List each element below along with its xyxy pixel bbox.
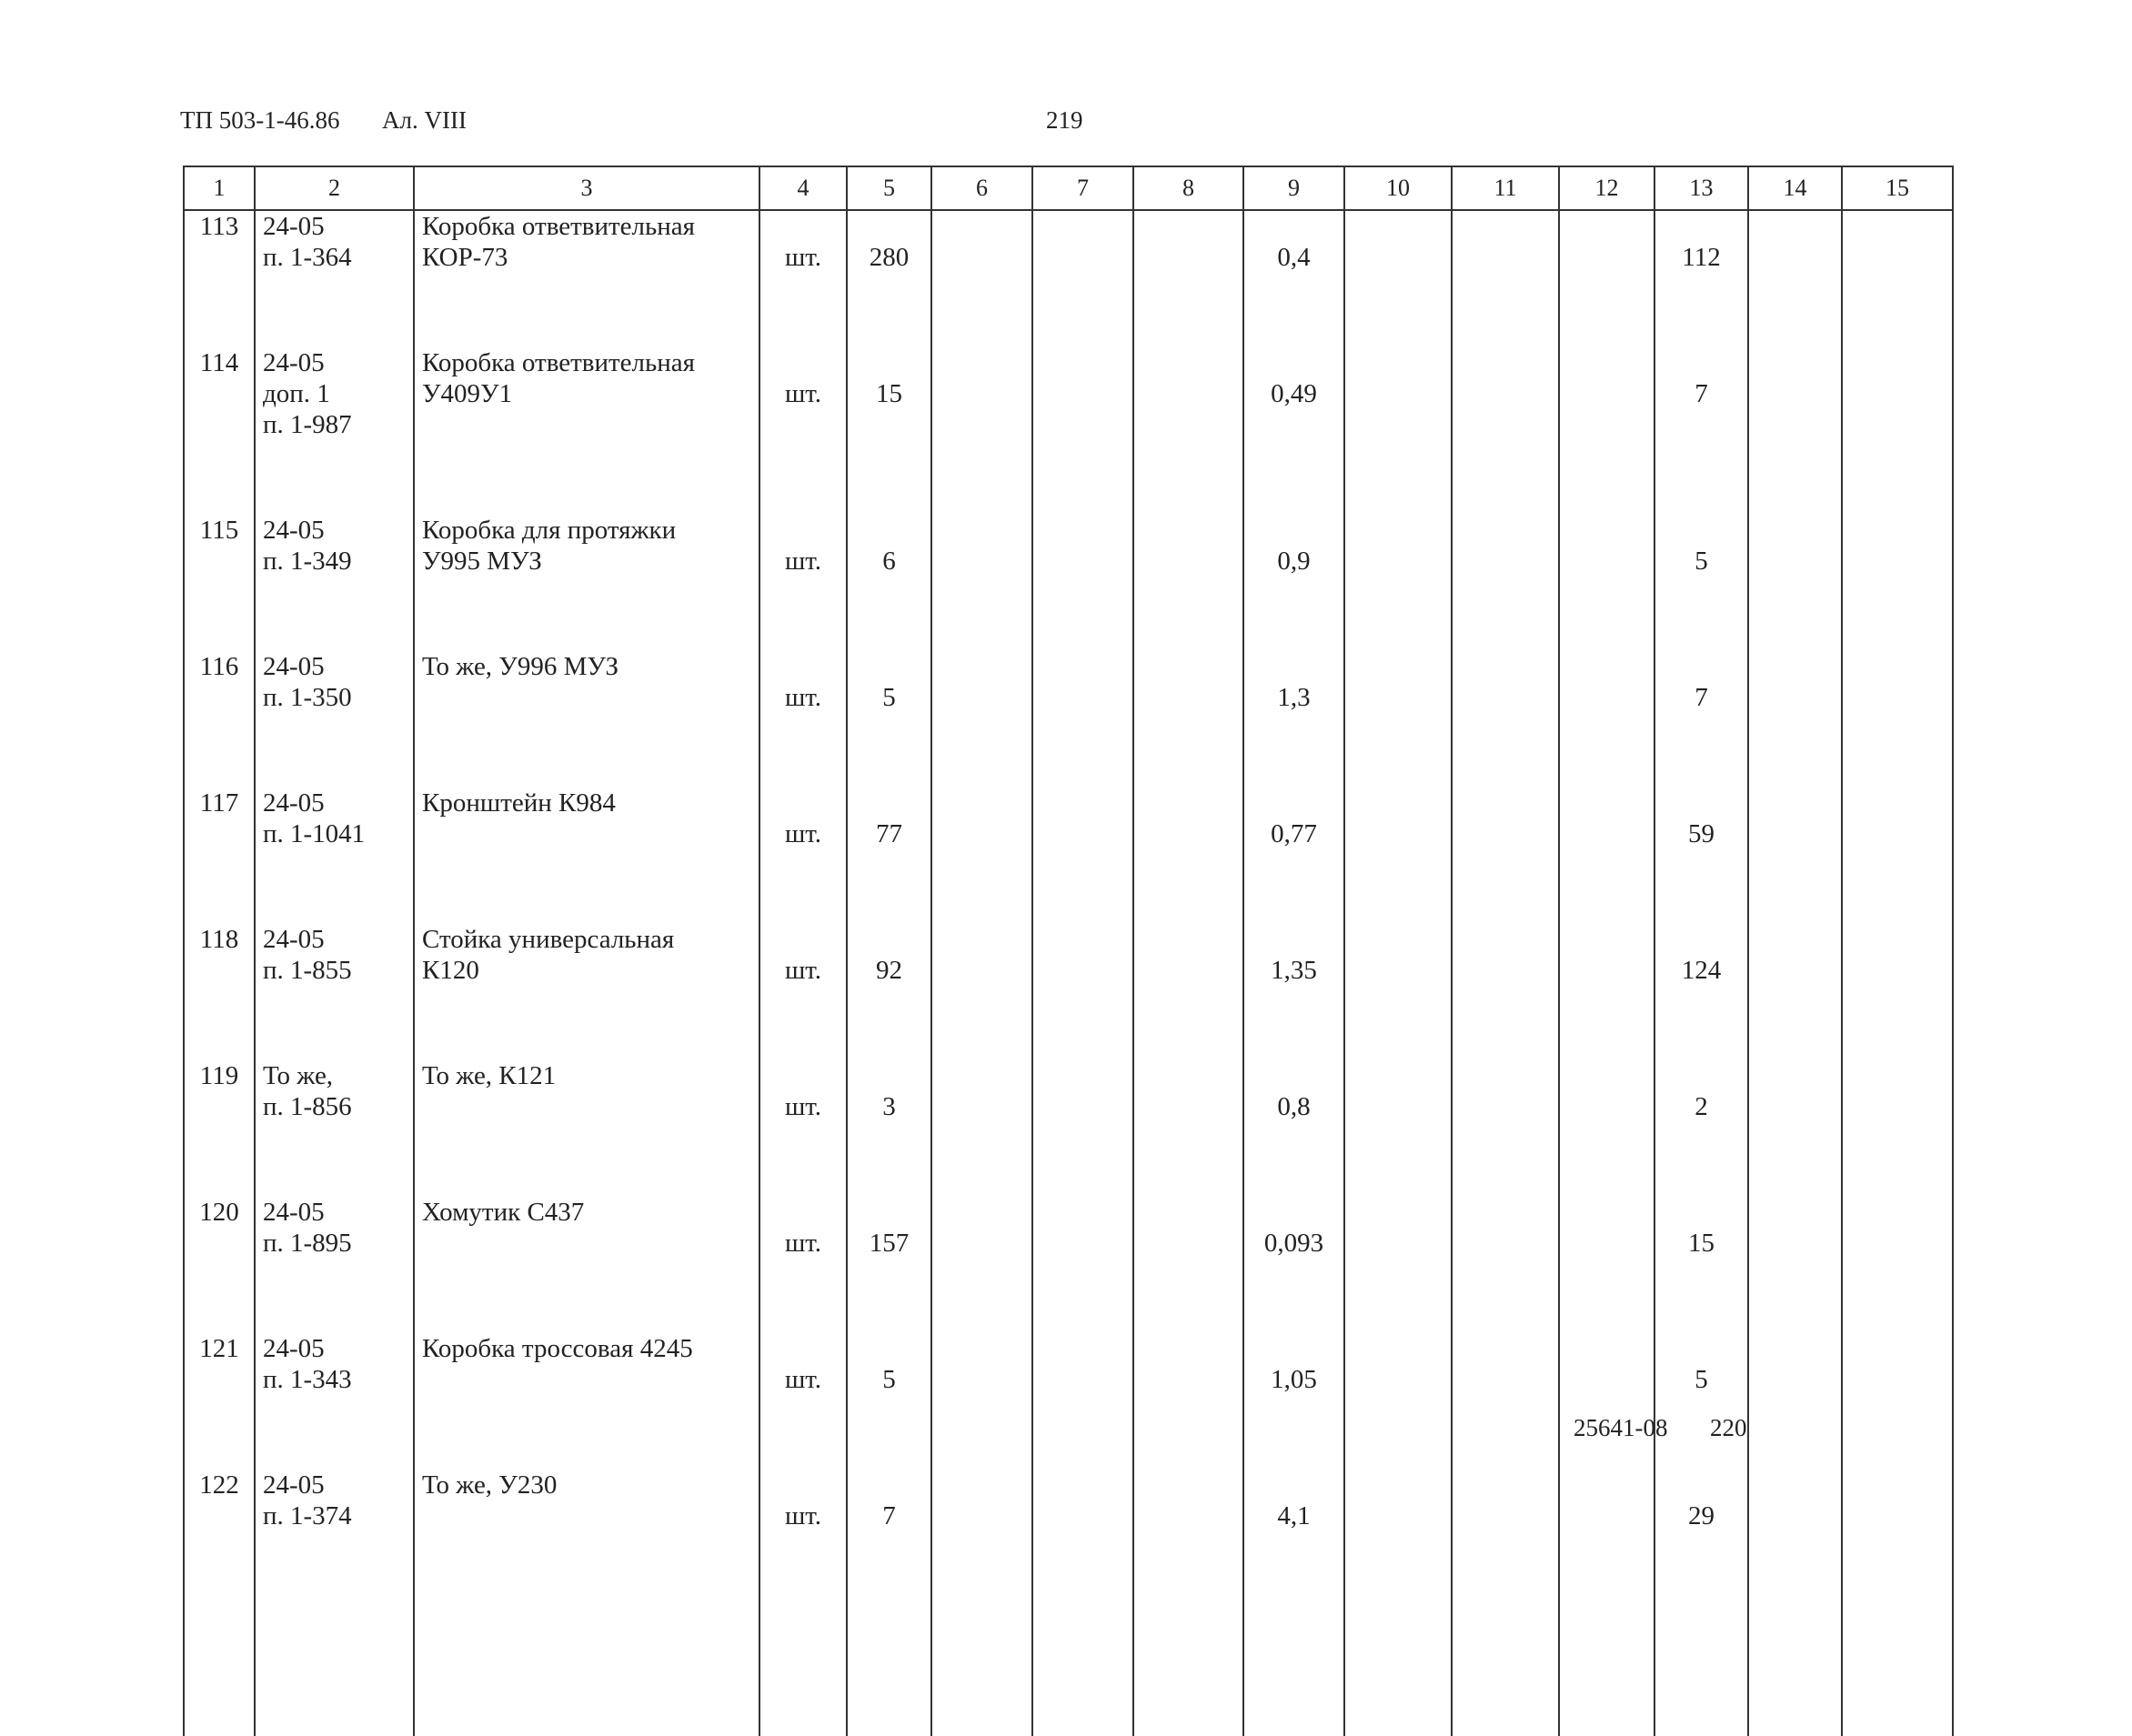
row-number-cell	[184, 651, 255, 788]
name-cell	[414, 210, 759, 347]
quantity-cell: 5	[847, 1333, 931, 1470]
unit-cell: шт.	[759, 788, 847, 924]
empty-cell	[1133, 1197, 1243, 1333]
table-row	[184, 347, 1953, 515]
reference-cell	[255, 924, 414, 1060]
row-number-cell	[184, 1060, 255, 1197]
row-number-cell	[184, 1197, 255, 1333]
empty-cell	[1559, 347, 1654, 515]
empty-cell	[1842, 1060, 1953, 1197]
unit-mass-cell: 0,8	[1243, 1060, 1344, 1197]
table-row	[184, 1333, 1953, 1470]
name-line: Кронштейн К984	[422, 788, 616, 818]
name-cell	[414, 924, 759, 1060]
reference-cell	[255, 1333, 414, 1470]
reference-line: 24-05	[263, 1334, 325, 1363]
empty-cell	[1032, 1333, 1133, 1470]
total-mass-cell: 2	[1654, 1060, 1748, 1197]
quantity-cell: 3	[847, 1060, 931, 1197]
reference-cell	[255, 651, 414, 788]
empty-cell	[255, 1577, 414, 1736]
empty-cell	[1344, 210, 1452, 347]
reference-cell	[255, 1197, 414, 1333]
row-number-cell	[184, 924, 255, 1060]
row-number: 121	[199, 1334, 239, 1363]
reference-cell	[255, 1060, 414, 1197]
unit-mass-cell: 1,3	[1243, 651, 1344, 788]
empty-cell	[1344, 1197, 1452, 1333]
column-header: 4	[759, 166, 847, 210]
unit-mass-cell: 0,093	[1243, 1197, 1344, 1333]
empty-cell	[1032, 1197, 1133, 1333]
name-line: Коробка ответвительная	[422, 212, 695, 241]
unit-mass-cell: 1,35	[1243, 924, 1344, 1060]
empty-cell	[1133, 1333, 1243, 1470]
empty-cell	[931, 1577, 1032, 1736]
empty-cell	[1344, 347, 1452, 515]
column-header: 6	[931, 166, 1032, 210]
empty-cell	[759, 1577, 847, 1736]
name-line: КОР-73	[422, 243, 508, 272]
row-number-cell	[184, 788, 255, 924]
empty-cell	[931, 924, 1032, 1060]
reference-line: п. 1-343	[263, 1365, 352, 1394]
reference-line: 24-05	[263, 652, 325, 681]
footer-document-code: 25641-08	[1574, 1414, 1668, 1441]
empty-cell	[1344, 1577, 1452, 1736]
empty-cell	[1452, 788, 1559, 924]
total-mass-cell: 7	[1654, 651, 1748, 788]
column-header: 1	[184, 166, 255, 210]
empty-cell	[1559, 1197, 1654, 1333]
row-number: 117	[199, 788, 239, 818]
quantity-cell: 92	[847, 924, 931, 1060]
unit-cell: шт.	[759, 347, 847, 515]
column-header: 5	[847, 166, 931, 210]
empty-cell	[931, 515, 1032, 651]
column-header: 7	[1032, 166, 1133, 210]
quantity-cell: 157	[847, 1197, 931, 1333]
empty-cell	[1452, 1577, 1559, 1736]
unit-cell: шт.	[759, 1060, 847, 1197]
empty-cell	[1452, 651, 1559, 788]
table-row	[184, 924, 1953, 1060]
row-number-cell	[184, 1470, 255, 1577]
empty-cell	[1842, 1470, 1953, 1577]
unit-cell: шт.	[759, 1333, 847, 1470]
row-number-cell	[184, 347, 255, 515]
empty-cell	[1133, 1470, 1243, 1577]
reference-line: доп. 1	[263, 379, 330, 408]
empty-cell	[1344, 788, 1452, 924]
reference-line: 24-05	[263, 348, 325, 377]
quantity-cell: 5	[847, 651, 931, 788]
reference-line: п. 1-349	[263, 547, 352, 576]
empty-cell	[1032, 1060, 1133, 1197]
row-number-cell	[184, 515, 255, 651]
empty-cell	[1344, 651, 1452, 788]
name-line: Коробка ответвительная	[422, 348, 695, 377]
table-row	[184, 1060, 1953, 1197]
column-header: 13	[1654, 166, 1748, 210]
reference-line: То же,	[263, 1061, 334, 1090]
empty-cell	[1133, 651, 1243, 788]
empty-cell	[1654, 1577, 1748, 1736]
empty-cell	[1559, 1577, 1654, 1736]
row-number: 115	[199, 516, 239, 545]
name-cell	[414, 515, 759, 651]
table-row	[184, 515, 1953, 651]
empty-cell	[1748, 1333, 1842, 1470]
table-row	[184, 651, 1953, 788]
row-number-cell	[184, 210, 255, 347]
total-mass-cell: 5	[1654, 515, 1748, 651]
empty-cell	[1452, 1197, 1559, 1333]
unit-cell: шт.	[759, 651, 847, 788]
name-cell	[414, 651, 759, 788]
empty-cell	[931, 651, 1032, 788]
unit-mass-cell: 0,9	[1243, 515, 1344, 651]
unit-mass-cell: 1,05	[1243, 1333, 1344, 1470]
reference-line: 24-05	[263, 516, 325, 545]
empty-cell	[1452, 924, 1559, 1060]
empty-cell	[931, 1060, 1032, 1197]
empty-cell	[1559, 1470, 1654, 1577]
unit-cell: шт.	[759, 924, 847, 1060]
empty-cell	[1344, 515, 1452, 651]
empty-cell	[184, 1577, 255, 1736]
empty-cell	[1344, 1333, 1452, 1470]
unit-cell: шт.	[759, 1470, 847, 1577]
empty-cell	[1842, 210, 1953, 347]
footer-page-number: 220	[1710, 1414, 1747, 1441]
quantity-cell: 7	[847, 1470, 931, 1577]
total-mass-cell: 15	[1654, 1197, 1748, 1333]
name-cell	[414, 788, 759, 924]
total-mass-cell: 59	[1654, 788, 1748, 924]
name-cell	[414, 1060, 759, 1197]
reference-cell	[255, 1470, 414, 1577]
column-header-row	[184, 166, 1953, 210]
empty-cell	[1748, 1577, 1842, 1736]
row-number: 116	[199, 652, 239, 681]
reference-line: п. 1-364	[263, 243, 352, 272]
empty-cell	[1842, 651, 1953, 788]
reference-line: 24-05	[263, 1470, 325, 1500]
name-line: То же, У230	[422, 1470, 558, 1500]
empty-cell	[931, 1470, 1032, 1577]
empty-cell	[1559, 210, 1654, 347]
empty-cell	[1032, 1577, 1133, 1736]
table-row	[184, 1197, 1953, 1333]
empty-cell	[1032, 1470, 1133, 1577]
reference-line: п. 1-987	[263, 410, 352, 439]
reference-line: п. 1-374	[263, 1501, 352, 1530]
quantity-cell: 77	[847, 788, 931, 924]
table-row	[184, 210, 1953, 347]
row-number-cell	[184, 1333, 255, 1470]
empty-cell	[1452, 347, 1559, 515]
total-mass-cell: 29	[1654, 1470, 1748, 1577]
empty-cell	[1133, 210, 1243, 347]
empty-cell	[1559, 1333, 1654, 1470]
reference-line: 24-05	[263, 1198, 325, 1227]
empty-cell	[1559, 788, 1654, 924]
empty-cell	[1842, 1333, 1953, 1470]
empty-cell	[931, 788, 1032, 924]
empty-cell	[1842, 347, 1953, 515]
table-body	[184, 210, 1953, 1736]
total-mass-cell: 7	[1654, 347, 1748, 515]
table-row	[184, 1470, 1953, 1577]
column-header: 15	[1842, 166, 1953, 210]
name-line: У995 МУЗ	[422, 547, 542, 576]
empty-cell	[1748, 651, 1842, 788]
empty-cell	[1559, 1060, 1654, 1197]
empty-cell	[1133, 788, 1243, 924]
empty-cell	[1748, 1197, 1842, 1333]
quantity-cell: 280	[847, 210, 931, 347]
empty-cell	[1452, 515, 1559, 651]
empty-cell	[1032, 788, 1133, 924]
name-line: К120	[422, 956, 479, 985]
empty-cell	[931, 210, 1032, 347]
row-number: 113	[199, 212, 239, 241]
unit-mass-cell: 0,4	[1243, 210, 1344, 347]
empty-cell	[1243, 1577, 1344, 1736]
empty-cell	[1032, 515, 1133, 651]
empty-cell	[1133, 1060, 1243, 1197]
empty-cell	[1748, 347, 1842, 515]
empty-cell	[1452, 1333, 1559, 1470]
total-mass-cell: 112	[1654, 210, 1748, 347]
unit-mass-cell: 0,49	[1243, 347, 1344, 515]
empty-cell	[1032, 651, 1133, 788]
row-number: 114	[199, 348, 239, 377]
unit-cell: шт.	[759, 1197, 847, 1333]
quantity-cell: 6	[847, 515, 931, 651]
empty-cell	[1032, 210, 1133, 347]
reference-line: п. 1-856	[263, 1092, 352, 1121]
reference-line: 24-05	[263, 925, 325, 954]
empty-cell	[1748, 1470, 1842, 1577]
column-header: 8	[1133, 166, 1243, 210]
name-line: Коробка троссовая 4245	[422, 1334, 693, 1363]
empty-cell	[1344, 1470, 1452, 1577]
name-line: Коробка для протяжки	[422, 516, 677, 545]
reference-line: п. 1-1041	[263, 819, 366, 848]
empty-cell	[1748, 210, 1842, 347]
unit-cell: шт.	[759, 210, 847, 347]
empty-cell	[414, 1577, 759, 1736]
row-number: 120	[199, 1198, 239, 1227]
specification-table	[183, 166, 1954, 1736]
unit-cell: шт.	[759, 515, 847, 651]
row-number: 122	[199, 1470, 239, 1500]
empty-cell	[931, 1333, 1032, 1470]
column-header: 9	[1243, 166, 1344, 210]
unit-mass-cell: 0,77	[1243, 788, 1344, 924]
empty-cell	[1842, 788, 1953, 924]
empty-cell	[1344, 1060, 1452, 1197]
empty-cell	[1133, 515, 1243, 651]
empty-cell	[1133, 924, 1243, 1060]
page-number: 219	[1046, 106, 1083, 134]
row-number: 118	[199, 925, 239, 954]
album-number: Ал. VIII	[382, 106, 467, 134]
unit-mass-cell: 4,1	[1243, 1470, 1344, 1577]
empty-cell	[1032, 924, 1133, 1060]
reference-line: 24-05	[263, 212, 325, 241]
empty-cell	[1842, 1197, 1953, 1333]
column-header: 3	[414, 166, 759, 210]
name-line: Стойка универсальная	[422, 925, 675, 954]
reference-cell	[255, 788, 414, 924]
column-header: 11	[1452, 166, 1559, 210]
empty-cell	[1842, 1577, 1953, 1736]
reference-line: п. 1-895	[263, 1229, 352, 1258]
name-line: Хомутик С437	[422, 1198, 585, 1227]
name-cell	[414, 347, 759, 515]
reference-cell	[255, 347, 414, 515]
name-line: У409У1	[422, 379, 513, 408]
table-row	[184, 788, 1953, 924]
name-cell	[414, 1197, 759, 1333]
empty-cell	[1842, 515, 1953, 651]
name-line: То же, У996 МУЗ	[422, 652, 619, 681]
document-code: ТП 503-1-46.86	[180, 106, 340, 134]
reference-line: п. 1-855	[263, 956, 352, 985]
quantity-cell: 15	[847, 347, 931, 515]
column-header: 12	[1559, 166, 1654, 210]
empty-cell	[1133, 1577, 1243, 1736]
empty-cell	[931, 1197, 1032, 1333]
empty-cell	[1452, 210, 1559, 347]
table-filler-row	[184, 1577, 1953, 1736]
row-number: 119	[199, 1061, 239, 1090]
name-cell	[414, 1470, 759, 1577]
empty-cell	[1452, 1470, 1559, 1577]
empty-cell	[1748, 924, 1842, 1060]
empty-cell	[1559, 515, 1654, 651]
empty-cell	[1842, 924, 1953, 1060]
empty-cell	[1344, 924, 1452, 1060]
column-header: 10	[1344, 166, 1452, 210]
reference-cell	[255, 515, 414, 651]
empty-cell	[1748, 1060, 1842, 1197]
reference-cell	[255, 210, 414, 347]
empty-cell	[1748, 515, 1842, 651]
empty-cell	[1559, 651, 1654, 788]
empty-cell	[1748, 788, 1842, 924]
empty-cell	[1452, 1060, 1559, 1197]
empty-cell	[931, 347, 1032, 515]
name-line: То же, К121	[422, 1061, 557, 1090]
empty-cell	[1559, 924, 1654, 1060]
reference-line: п. 1-350	[263, 683, 352, 712]
empty-cell	[847, 1577, 931, 1736]
total-mass-cell: 124	[1654, 924, 1748, 1060]
column-header: 14	[1748, 166, 1842, 210]
total-mass-cell: 5	[1654, 1333, 1748, 1470]
empty-cell	[1032, 347, 1133, 515]
empty-cell	[1133, 347, 1243, 515]
reference-line: 24-05	[263, 788, 325, 818]
column-header: 2	[255, 166, 414, 210]
name-cell	[414, 1333, 759, 1470]
